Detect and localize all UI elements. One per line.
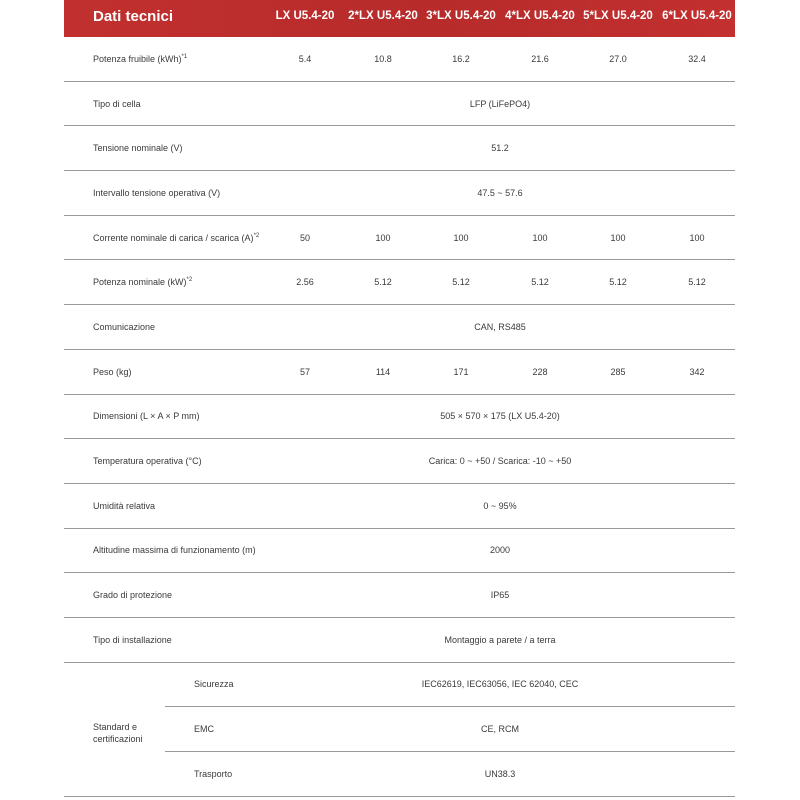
table-cell: 5.12 [374,277,392,288]
row-label: Potenza fruibile (kWh)$^{*1}$ [93,53,188,64]
row-label: Altitudine massima di funzionamento (m) [93,545,256,556]
table-cell: Carica: 0 ~ +50 / Scarica: -10 ~ +50 [428,456,572,467]
table-cell: 505 × 570 × 175 (LX U5.4-20) [440,411,560,422]
table-cell: 171 [453,366,469,377]
table-row [165,752,735,797]
row-label: Peso (kg) [93,366,132,377]
column-header: 5*LX U5.4-20 [583,10,653,22]
table-row [64,305,735,350]
table-row [64,126,735,171]
table-cell: 50 [299,232,311,243]
table-cell: 5.12 [609,277,627,288]
row-label: Trasporto [194,769,233,780]
row-label: Comunicazione [93,321,156,332]
table-cell: 27.0 [609,53,627,64]
group-label: Standard e certificazioni [93,721,143,744]
table-cell: CAN, RS485 [474,321,526,332]
table-row [64,573,735,618]
table-row [165,707,735,752]
table-row [64,260,735,305]
table-cell: 5.12 [531,277,549,288]
row-label: Potenza nominale (kW)$^{*2}$ [93,277,193,288]
table-cell: 5.12 [452,277,470,288]
table-cell: 47.5 ~ 57.6 [477,187,523,198]
footnote-marker: *1 [181,53,188,60]
table-row [64,350,735,395]
table-cell: 5.4 [298,53,312,64]
row-label: Sicurezza [194,679,234,690]
standards-group [64,663,735,797]
table-cell: 2.56 [296,277,314,288]
footnote-marker: *2 [186,277,193,284]
column-header: LX U5.4-20 [275,10,335,22]
table-cell: 100 [375,232,391,243]
table-cell: LFP (LiFePO4) [469,98,531,109]
table-cell: Montaggio a parete / a terra [444,634,556,645]
table-cell: 100 [610,232,626,243]
row-label: Umidità relativa [93,500,156,511]
table-cell: 114 [375,366,391,377]
table-row [64,37,735,82]
table-cell: 16.2 [452,53,470,64]
table-row [64,395,735,440]
table-cell: 342 [689,366,705,377]
column-header: 4*LX U5.4-20 [505,10,575,22]
table-cell: 10.8 [374,53,392,64]
row-label: Tipo di installazione [93,634,172,645]
table-cell: 32.4 [688,53,706,64]
table-cell: 21.6 [531,53,549,64]
table-cell: 0 ~ 95% [483,500,517,511]
table-cell: 100 [532,232,548,243]
row-label: Grado di protezione [93,590,173,601]
table-cell: 2000 [489,545,511,556]
table-cell: IP65 [490,590,510,601]
table-cell: UN38.3 [484,769,516,780]
row-label: Dimensioni (L × A × P mm) [93,411,200,422]
footnote-marker: *2 [253,232,260,239]
table-cell: 228 [532,366,548,377]
table-cell: 100 [453,232,469,243]
row-label: Temperatura operativa (°C) [93,456,202,467]
row-label: Intervallo tensione operativa (V) [93,187,221,198]
table-cell: 285 [610,366,626,377]
row-label: Tipo di cella [93,98,141,109]
column-header: 2*LX U5.4-20 [348,10,418,22]
row-label: EMC [194,724,214,735]
table-cell: 51.2 [491,143,509,154]
table-cell: 100 [689,232,705,243]
table-row [64,82,735,127]
spec-sheet [64,0,735,797]
table-cell: 5.12 [688,277,706,288]
table-title: Dati tecnici [93,8,174,25]
table-row [64,216,735,261]
table-row [64,439,735,484]
table-row [64,484,735,529]
table-cell: 57 [299,366,311,377]
column-header: 6*LX U5.4-20 [662,10,732,22]
table-row [64,529,735,574]
table-cell: IEC62619, IEC63056, IEC 62040, CEC [421,679,579,690]
table-header [64,0,735,37]
table-row [64,171,735,216]
table-row [64,618,735,663]
row-label: Tensione nominale (V) [93,143,183,154]
column-header: 3*LX U5.4-20 [426,10,496,22]
row-label: Corrente nominale di carica / scarica $(A)^{*2}$ [93,232,260,243]
table-cell: CE, RCM [481,724,519,735]
table-row [165,663,735,708]
